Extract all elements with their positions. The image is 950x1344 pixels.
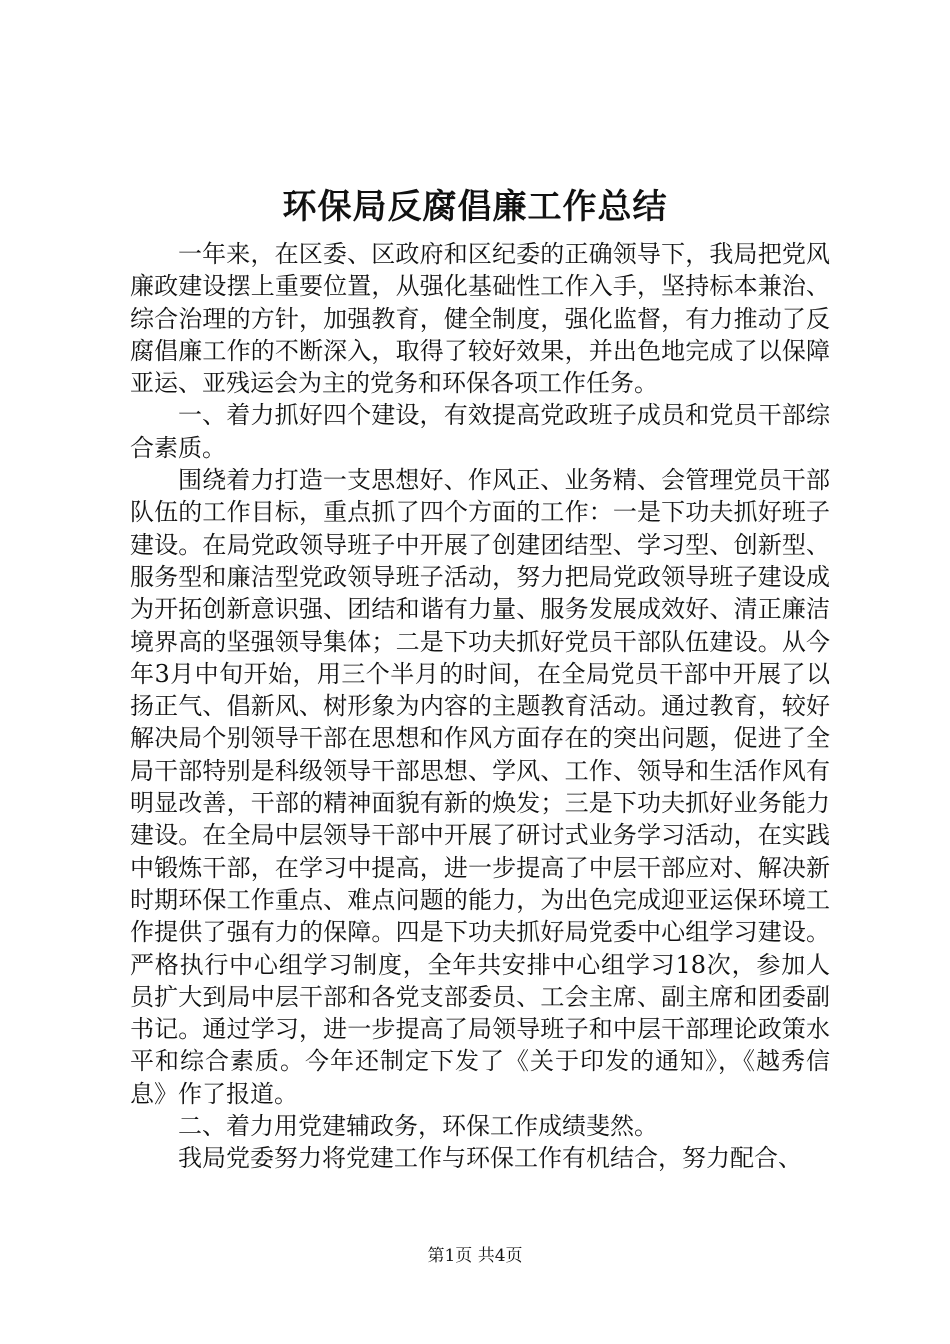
paragraph-intro: 一年来，在区委、区政府和区纪委的正确领导下，我局把党风廉政建设摆上重要位置，从强化基础性工作入手，坚持标本兼治、综合治理的方针，加强教育，健全制度，强化监督，有力推动了反腐倡廉工作的不断深入，取得了较好效果，并出色地完成了以保障亚运、亚残运会为主的党务和环保各项工作任务。	[130, 240, 830, 398]
paragraph-party-work: 我局党委努力将党建工作与环保工作有机结合，努力配合、	[178, 1144, 802, 1173]
paragraph-four-constructions: 围绕着力打造一支思想好、作风正、业务精、会管理党员干部队伍的工作目标，重点抓了四个方面的工作：一是下功夫抓好班子建设。在局党政领导班子中开展了创建团结型、学习型、创新型、服务型和廉洁型党政领导班子活动，努力把局党政领导班子建设成为开拓创新意识强、团结和谐有力量、服务发展成效好、清正廉洁境界高的坚强领导集体；二是下功夫抓好党员干部队伍建设。从今年3月中旬开始，用三个半月的时间，在全局党员干部中开展了以扬正气、倡新风、树形象为内容的主题教育活动。通过教育，较好解决局个别领导干部在思想和作风方面存在的突出问题，促进了全局干部特别是科级领导干部思想、学风、工作、领导和生活作风有明显改善，干部的精神面貌有新的焕发；三是下功夫抓好业务能力建设。在全局中层领导干部中开展了研讨式业务学习活动，在实践中锻炼干部，在学习中提高，进一步提高了中层干部应对、解决新时期环保工作重点、难点问题的能力，为出色完成迎亚运保环境工作提供了强有力的保障。四是下功夫抓好局党委中心组学习建设。严格执行中心组学习制度，全年共安排中心组学习18次，参加人员扩大到局中层干部和各党支部委员、工会主席、副主席和团委副书记。通过学习，进一步提高了局领导班子和中层干部理论政策水平和综合素质。今年还制定下发了《关于印发的通知》，《越秀信息》作了报道。	[130, 466, 830, 1108]
page-number-footer: 第1页 共4页	[427, 1246, 523, 1266]
document-body	[130, 238, 830, 1175]
document-title: 环保局反腐倡廉工作总结	[282, 187, 668, 227]
paragraph-heading-one: 一、着力抓好四个建设，有效提高党政班子成员和党员干部综合素质。	[130, 401, 830, 462]
paragraph-heading-two: 二、着力用党建辅政务，环保工作成绩斐然。	[178, 1112, 658, 1141]
